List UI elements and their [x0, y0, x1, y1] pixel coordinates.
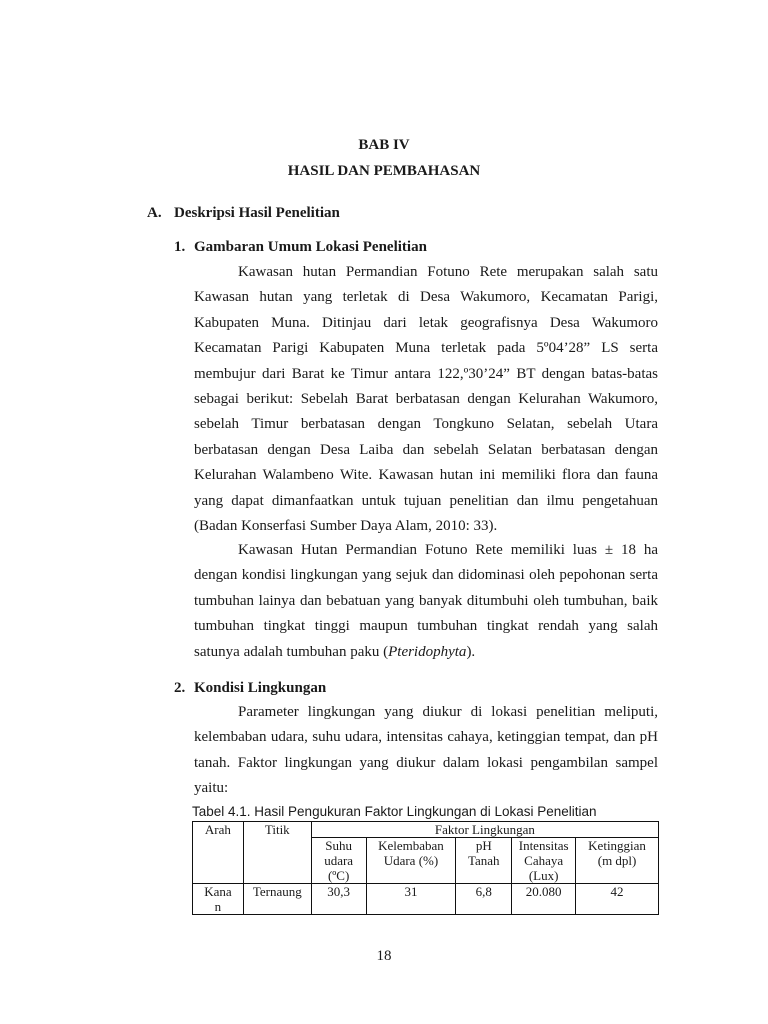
- header-kelembaban: [366, 838, 456, 884]
- header-suhu-line: Suhu: [325, 838, 352, 853]
- paragraph-parameter-text: Parameter lingkungan yang diukur di lokasi penelitian meliputi, kelembaban udara, suhu udara, intensitas cahaya, ketinggian tempat, dan pH tanah. Faktor lingkungan yang diukur dalam lokasi pengambilan sampel yaitu:: [194, 704, 658, 797]
- section-a-label: A.: [147, 205, 162, 221]
- table-row: [193, 884, 659, 915]
- paragraph-parameter: [194, 700, 658, 802]
- paragraph-kawasan-end: ).: [466, 643, 476, 660]
- cell-titik: Ternaung: [243, 884, 311, 915]
- cell-arah-line: n: [214, 899, 222, 914]
- paragraph-kawasan-text: Kawasan Hutan Permandian Fotuno Rete memiliki luas ± 18 ha dengan kondisi lingkungan yang sejuk dan didominasi oleh pepohonan serta tumbuhan lainya dan bebatuan yang banyak ditumbuhi oleh tumbuhan, baik tumbuhan tingkat tinggi maupun tumbuhan tingkat rendah yang salah satunya adalah tumbuhan paku (: [194, 542, 658, 660]
- cell-ketinggian: 42: [576, 884, 659, 915]
- table-caption: Tabel 4.1. Hasil Pengukuran Faktor Lingkungan di Lokasi Penelitian: [192, 804, 597, 819]
- header-intensitas-line: Intensitas: [518, 838, 569, 853]
- header-ph-line: Tanah: [467, 853, 500, 868]
- subsection-1-title: Gambaran Umum Lokasi Penelitian: [194, 239, 427, 255]
- header-faktor-lingkungan: Faktor Lingkungan: [311, 822, 658, 838]
- header-ph: [456, 838, 512, 884]
- header-intensitas: [512, 838, 576, 884]
- subsection-1-label: 1.: [174, 239, 186, 255]
- page-number: 18: [376, 948, 392, 964]
- header-ph-line: pH: [475, 838, 492, 853]
- subsection-2-label: 2.: [174, 680, 186, 696]
- header-suhu: [311, 838, 366, 884]
- header-suhu-line: (ºC): [327, 868, 350, 883]
- cell-ph: 6,8: [456, 884, 512, 915]
- header-ketinggian: [576, 838, 659, 884]
- paragraph-kawasan: [194, 538, 658, 665]
- paragraph-lokasi: [194, 260, 658, 539]
- cell-kelembaban: 31: [366, 884, 456, 915]
- chapter-title: HASIL DAN PEMBAHASAN: [287, 163, 481, 179]
- header-ketinggian-line: (m dpl): [597, 853, 637, 868]
- subsection-2-title: Kondisi Lingkungan: [194, 680, 327, 696]
- header-intensitas-line: (Lux): [528, 868, 559, 883]
- environment-table: [192, 821, 659, 915]
- header-titik: Titik: [243, 822, 311, 884]
- subsection-1-heading: [174, 239, 427, 256]
- cell-intensitas: 20.080: [512, 884, 576, 915]
- paragraph-lokasi-text: Kawasan hutan Permandian Fotuno Rete merupakan salah satu Kawasan hutan yang terletak di Desa Wakumoro, Kecamatan Parigi, Kabupaten Muna. Ditinjau dari letak geografisnya Desa Wakumoro Kecamatan Parigi Kabupaten Muna terletak pada 5º04’28” LS serta membujur dari Barat ke Timur antara 122,º30’24” BT dengan batas-batas sebagai berikut: Sebelah Barat berbatasan dengan Kelurahan Wakumoro, sebelah Timur berbatasan dengan Tongkuno Selatan, sebelah Utara berbatasan dengan Desa Laiba dan sebelah Selatan berbatasan dengan Kelurahan Walambeno Wite. Kawasan hutan ini memiliki flora dan fauna yang dapat dimanfaatkan untuk tujuan penelitian dan ilmu pengetahuan (Badan Konserfasi Sumber Daya Alam, 2010: 33).: [194, 264, 658, 535]
- header-intensitas-line: Cahaya: [524, 853, 564, 868]
- header-kelembaban-line: Kelembaban: [378, 838, 444, 853]
- header-arah: Arah: [193, 822, 244, 884]
- cell-suhu: 30,3: [311, 884, 366, 915]
- cell-arah-line: Kana: [204, 884, 232, 899]
- section-a-heading: [147, 205, 340, 222]
- cell-arah: [193, 884, 244, 915]
- header-kelembaban-line: Udara (%): [383, 853, 439, 868]
- table-header-row: [193, 822, 659, 838]
- subsection-2-heading: [174, 680, 326, 697]
- header-suhu-line: udara: [324, 853, 354, 868]
- section-a-title: Deskripsi Hasil Penelitian: [174, 205, 340, 221]
- header-ketinggian-line: Ketinggian: [588, 838, 646, 853]
- species-italic: Pteridophyta: [388, 643, 467, 660]
- chapter-number: BAB IV: [358, 137, 410, 153]
